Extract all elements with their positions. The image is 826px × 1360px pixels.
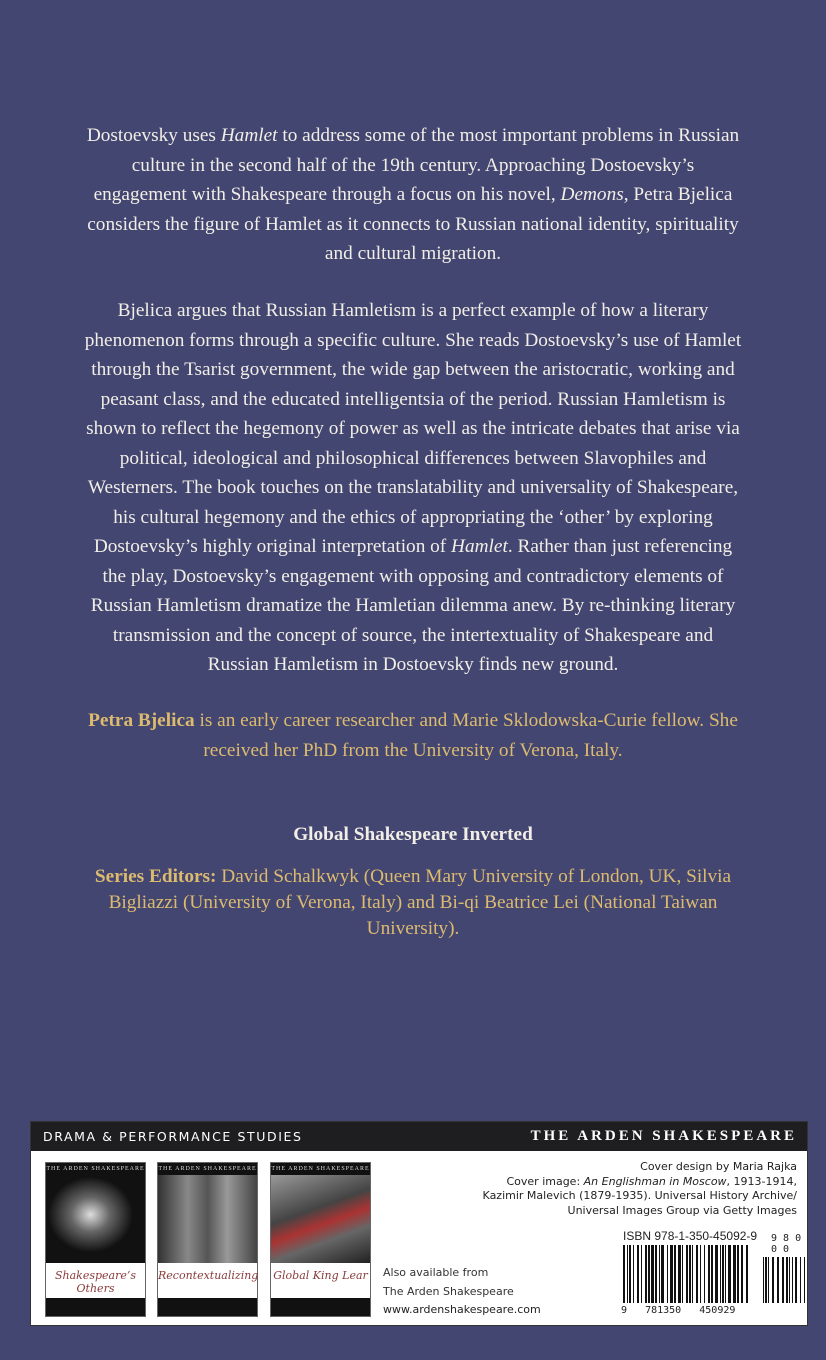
book-cover-2 <box>157 1162 258 1317</box>
also-available <box>383 1263 514 1301</box>
blurb-paragraph-1 <box>83 121 743 269</box>
editors-text: David Schalkwyk (Queen Mary University of London, UK, Silvia Bigliazzi (University of Verona, Italy) and Bi-qi Beatrice Lei (National Taiwan University). <box>108 866 732 939</box>
book-cover-1 <box>45 1162 146 1317</box>
text: to address some of the most important problems in Russian culture in the second half of the 19th century. Approaching Dostoevsky’s engagement with Shakespeare through a focus on his novel, <box>93 125 740 205</box>
website-link[interactable]: www.ardenshakespeare.com <box>383 1303 541 1316</box>
text: Bjelica argues that Russian Hamletism is a perfect example of how a literary phenomenon forms through a specific culture. She reads Dostoevsky’s use of Hamlet through the Tsarist government, the wide gap between the aristocratic, working and peasant class, and the educated intelligentsia of the period. Russian Hamletism is shown to reflect the hegemony of power as well as the intricate debates that arise via political, ideological and philosophical differences between Slavophiles and Westerners. The book touches on the translatability and universality of Shakespeare, his cultural hegemony and the ethics of appropriating the ‘other’ by exploring Dostoevsky’s highly original interpretation of <box>84 300 742 557</box>
book-series: THE ARDEN SHAKESPEARE <box>158 1166 257 1172</box>
cover-image <box>158 1175 257 1263</box>
text: Dostoevsky uses <box>86 125 221 146</box>
text: Cover image: <box>506 1174 584 1188</box>
isbn: ISBN 978-1-350-45092-9 <box>623 1229 758 1243</box>
category-label: DRAMA & PERFORMANCE STUDIES <box>43 1129 303 1144</box>
title-demons: Demons <box>560 184 624 205</box>
text: The Arden Shakespeare <box>383 1285 514 1298</box>
book-title: Recontextualizing <box>158 1263 257 1298</box>
text: Cover design by Maria Rajka <box>640 1160 797 1173</box>
text: , Petra Bjelica considers the figure of Hamlet as it connects to Russian national identity, spirituality and cultural migration. <box>87 184 739 264</box>
cover-image <box>46 1175 145 1263</box>
publisher-panel <box>30 1121 808 1326</box>
price-code: 9 8 0 0 0 <box>771 1233 802 1255</box>
series-editors <box>83 864 743 942</box>
text: . Rather than just referencing the play, Dostoevsky’s engagement with opposing and contradictory elements of Russian Hamletism dramatize the Hamletian dilemma anew. By re-thinking literary transmission and the concept of source, the intertextuality of Shakespeare and Russian Hamletism in Dostoevsky finds new ground. <box>90 536 736 675</box>
text: , 1913-1914, <box>726 1174 797 1188</box>
barcode-digits: 9 781350 450929 <box>621 1305 736 1316</box>
author-name: Petra Bjelica <box>88 710 195 731</box>
text: An Englishman in Moscow <box>583 1174 727 1188</box>
cover-image <box>271 1175 370 1263</box>
book-series: THE ARDEN SHAKESPEARE <box>46 1166 145 1172</box>
series-title: Global Shakespeare Inverted <box>293 824 533 845</box>
blurb-paragraph-2 <box>83 296 743 680</box>
title-hamlet: Hamlet <box>451 536 508 557</box>
text: Kazimir Malevich (1879-1935). Universal History Archive/ <box>482 1189 797 1202</box>
editors-label: Series Editors: <box>94 866 217 887</box>
book-title: Shakespeare’s Others <box>46 1263 145 1298</box>
text: Universal Images Group via Getty Images <box>567 1203 797 1217</box>
text: Also available from <box>383 1266 489 1279</box>
book-title: Global King Lear <box>271 1263 370 1298</box>
title-hamlet: Hamlet <box>220 125 278 146</box>
author-bio <box>83 706 743 765</box>
panel-header <box>31 1122 807 1151</box>
book-cover-3 <box>270 1162 371 1317</box>
book-series: THE ARDEN SHAKESPEARE <box>271 1166 370 1172</box>
publisher-logo: THE ARDEN SHAKESPEARE <box>530 1128 797 1144</box>
bio-text: is an early career researcher and Marie Sklodowska-Curie fellow. She received her PhD from the University of Verona, Italy. <box>194 710 738 761</box>
cover-credits <box>483 1160 797 1218</box>
